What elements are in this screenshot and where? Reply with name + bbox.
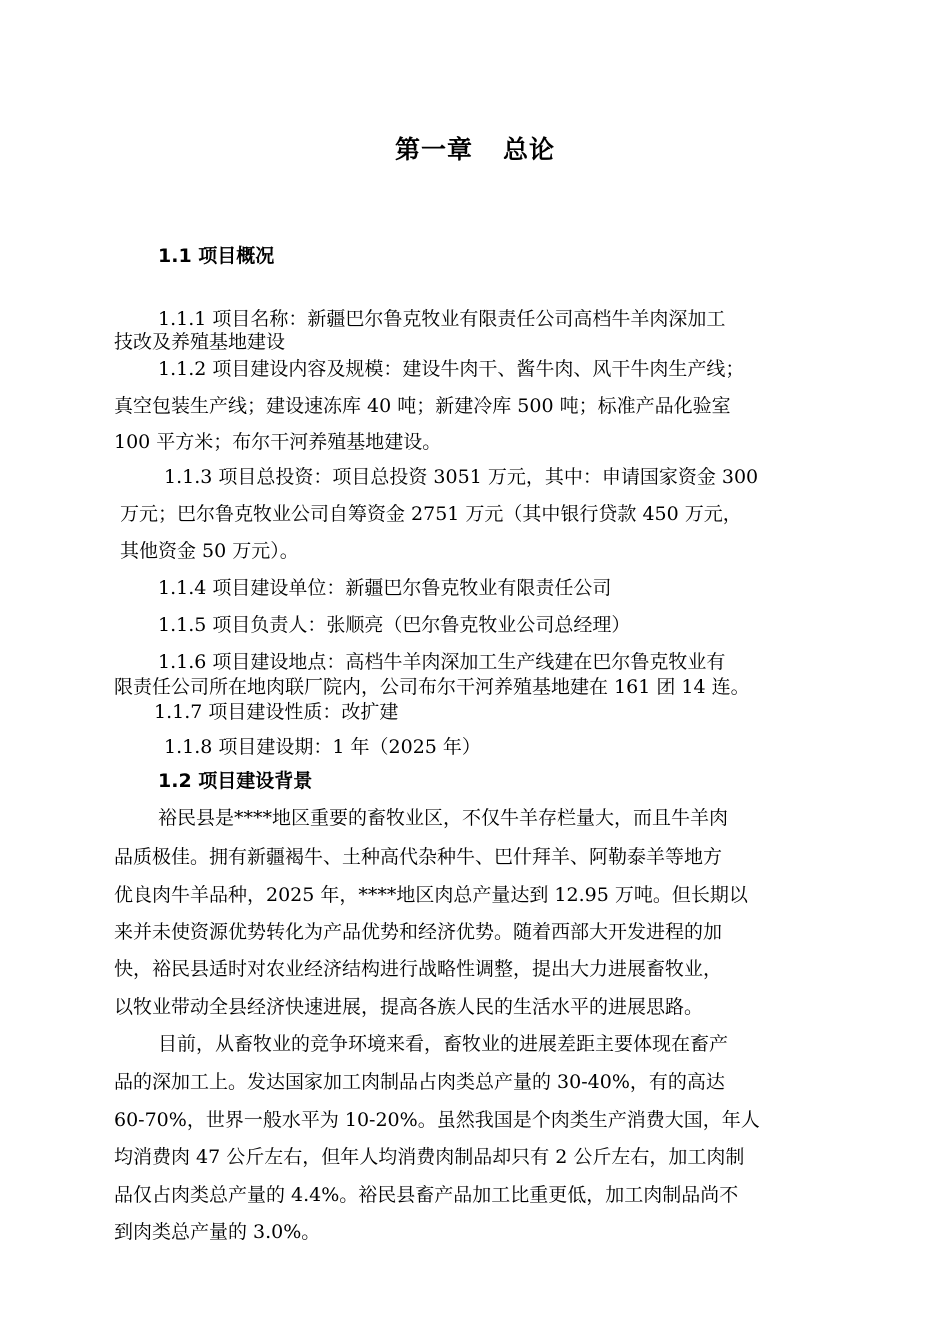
item-1-1-6-line-2: 限责任公司所在地肉联厂院内，公司布尔干河养殖基地建在 161 团 14 连。 (114, 676, 750, 698)
paragraph-2-line-5: 品仅占肉类总产量的 4.4%。裕民县畜产品加工比重更低，加工肉制品尚不 (114, 1184, 739, 1206)
section-heading-1-2: 1.2 项目建设背景 (158, 770, 313, 792)
paragraph-2-line-2: 品的深加工上。发达国家加工肉制品占肉类总产量的 30-40%，有的高达 (114, 1071, 725, 1093)
chapter-number: 第一章 (394, 135, 473, 164)
paragraph-2-line-6: 到肉类总产量的 3.0%。 (114, 1221, 321, 1243)
item-1-1-2-line-2: 真空包装生产线；建设速冻库 40 吨；新建冷库 500 吨；标准产品化验室 (114, 395, 731, 417)
item-1-1-3-line-3: 其他资金 50 万元）。 (120, 540, 299, 562)
chapter-name: 总论 (503, 135, 556, 164)
paragraph-1-line-6: 以牧业带动全县经济快速进展，提高各族人民的生活水平的进展思路。 (114, 996, 704, 1018)
item-1-1-6-line-1: 1.1.6 项目建设地点：高档牛羊肉深加工生产线建在巴尔鲁克牧业有 (158, 651, 726, 673)
chapter-title (0, 130, 950, 170)
item-1-1-5: 1.1.5 项目负责人：张顺亮（巴尔鲁克牧业公司总经理） (158, 614, 631, 636)
item-1-1-8: 1.1.8 项目建设期：1 年（2025 年） (164, 736, 481, 758)
item-1-1-1-line-1: 1.1.1 项目名称：新疆巴尔鲁克牧业有限责任公司高档牛羊肉深加工 (158, 308, 726, 330)
paragraph-2-line-3: 60-70%，世界一般水平为 10-20%。虽然我国是个肉类生产消费大国，年人 (114, 1109, 760, 1131)
item-1-1-4: 1.1.4 项目建设单位：新疆巴尔鲁克牧业有限责任公司 (158, 577, 612, 599)
item-1-1-2-line-1: 1.1.2 项目建设内容及规模：建设牛肉干、酱牛肉、风干牛肉生产线； (158, 358, 745, 380)
paragraph-2-line-4: 均消费肉 47 公斤左右，但年人均消费肉制品却只有 2 公斤左右，加工肉制 (114, 1146, 745, 1168)
item-1-1-1-line-2: 技改及养殖基地建设 (114, 331, 286, 353)
paragraph-1-line-5: 快，裕民县适时对农业经济结构进行战略性调整，提出大力进展畜牧业， (114, 958, 723, 980)
item-1-1-3-line-2: 万元；巴尔鲁克牧业公司自筹资金 2751 万元（其中银行贷款 450 万元， (120, 503, 742, 525)
item-1-1-3-line-1: 1.1.3 项目总投资：项目总投资 3051 万元，其中：申请国家资金 300 (164, 466, 759, 488)
paragraph-1-line-1: 裕民县是****地区重要的畜牧业区，不仅牛羊存栏量大，而且牛羊肉 (158, 807, 729, 829)
section-heading-1-1: 1.1 项目概况 (158, 245, 275, 267)
paragraph-2-line-1: 目前，从畜牧业的竞争环境来看，畜牧业的进展差距主要体现在畜产 (158, 1033, 729, 1055)
paragraph-1-line-2: 品质极佳。拥有新疆褐牛、土种高代杂种牛、巴什拜羊、阿勒泰羊等地方 (114, 846, 723, 868)
paragraph-1-line-3: 优良肉牛羊品种，2025 年，****地区肉总产量达到 12.95 万吨。但长期以 (114, 884, 748, 906)
item-1-1-2-line-3: 100 平方米；布尔干河养殖基地建设。 (114, 431, 442, 453)
paragraph-1-line-4: 来并未使资源优势转化为产品优势和经济优势。随着西部大开发进程的加 (114, 921, 723, 943)
item-1-1-7: 1.1.7 项目建设性质：改扩建 (154, 701, 399, 723)
